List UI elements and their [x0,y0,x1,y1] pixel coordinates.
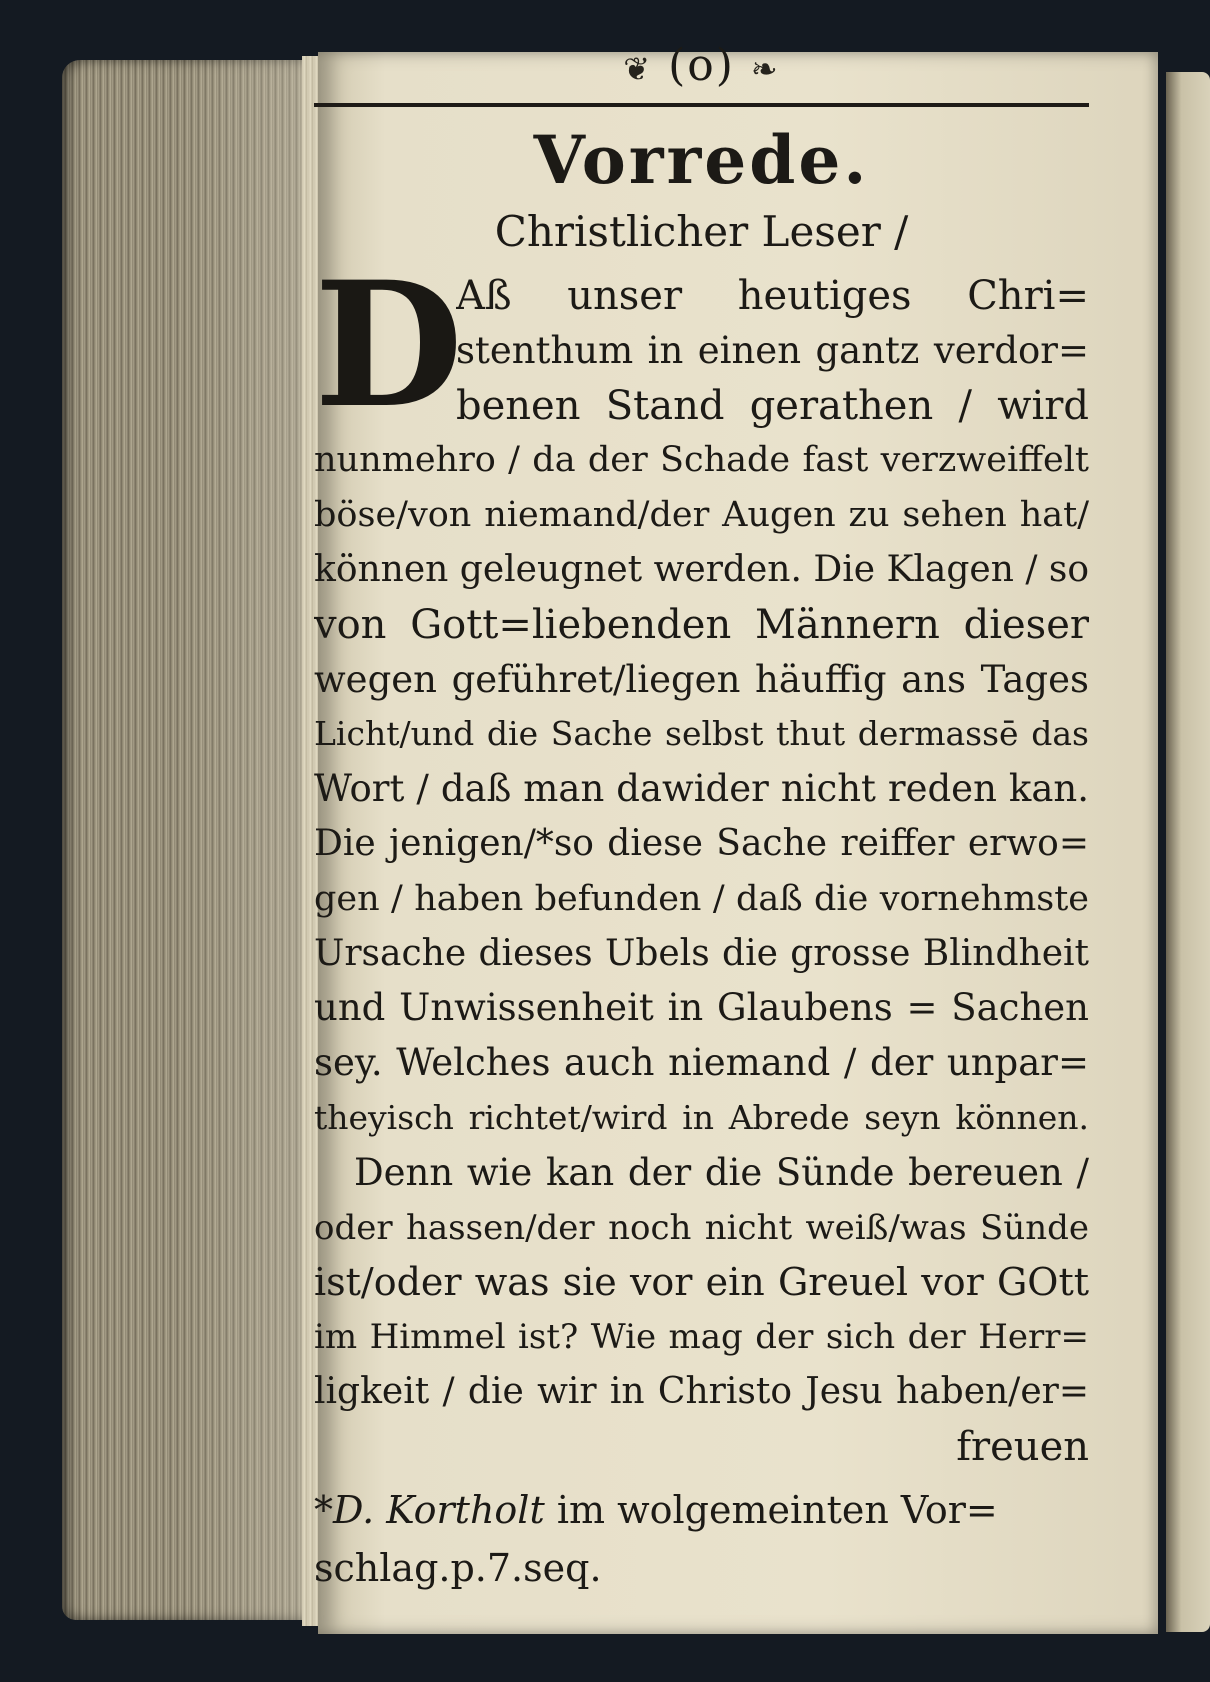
text-line: Ursache dieses Ubels die grosse Blindheit [314,932,1089,974]
text-line: stenthum in einen gantz verdor= [456,328,1089,372]
text-line: Aß unser heutiges Chri= [456,273,1089,319]
footnote-reference: *D. Kortholt [314,1487,545,1532]
footnote-text-continued: schlag.p.7.seq. [314,1545,602,1590]
book-fore-edge [62,60,312,1620]
text-line: können geleugnet werden. Die Klagen / so [314,548,1089,590]
text-line: wegen geführet/liegen häuffig ans Tages [314,657,1089,701]
text-line: benen Stand gerathen / wird [456,382,1089,429]
text-line: ist/oder was sie vor ein Greuel vor GOtt [314,1260,1089,1305]
body-text [314,243,1089,1475]
text-line: oder hassen/der noch nicht weiß/was Sünde [314,1207,1089,1248]
facing-page-edge [1166,72,1210,1632]
ornament-right-icon: ❧ [750,50,780,88]
page-content [314,38,1089,1597]
text-line: und Unwissenheit in Glaubens = Sachen [314,986,1089,1030]
page-header [314,38,1089,97]
header-rule [314,103,1089,107]
text-line: im Himmel ist? Wie mag der sich der Herr= [314,1317,1089,1358]
footnote-text: im wolgemeinten Vor= [556,1487,998,1532]
ornament-left-icon: ❦ [623,50,653,88]
text-line: gen / haben befunden / daß die vornehmste [314,878,1089,919]
footnote [314,1481,1089,1597]
text-line: Die jenigen/*so diese Sache reiffer erwo= [314,822,1089,864]
text-line: nunmehro / da der Schade fast verzweiffelt [314,440,1089,481]
text-line: ligkeit / die wir in Christo Jesu haben/er= [314,1370,1089,1412]
text-line: Licht/und die Sache selbst thut dermassē das [314,714,1089,754]
salutation: Christlicher Leser / [494,207,909,256]
text-line: theyisch richtet/wird in Abrede seyn können. [314,1097,1089,1137]
text-line: sey. Welches auch niemand / der unpar= [314,1041,1089,1085]
text-line: Denn wie kan der die Sünde bereuen / [354,1150,1089,1194]
page-title: Vorrede. [533,121,870,199]
text-line: böse/von niemand/der Augen zu sehen hat/ [314,495,1089,536]
decorative-initial: D [314,243,464,446]
text-line: Wort / daß man dawider nicht reden kan. [314,767,1089,811]
page-mark: (o) [668,40,735,91]
text-line: von Gott=liebenden Männern dieser [314,601,1089,648]
catchword: freuen [956,1423,1089,1470]
